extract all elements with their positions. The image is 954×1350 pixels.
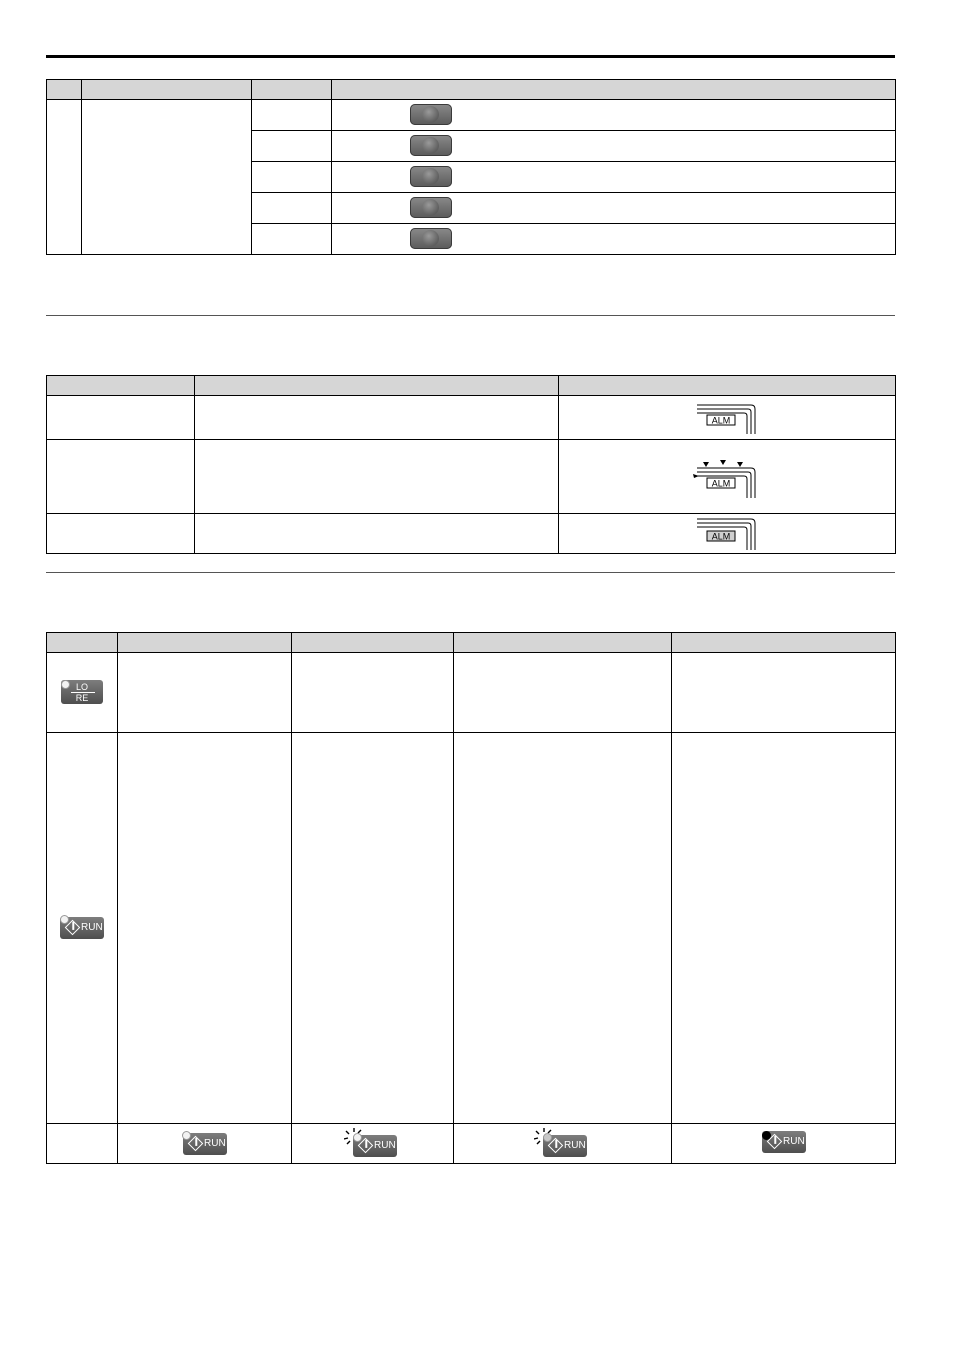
operator-key-icon — [410, 104, 452, 125]
led-lamp-flashing-icon — [543, 1133, 552, 1142]
alm-led-icon — [693, 400, 763, 436]
key-table-cell — [252, 162, 332, 193]
led-table-icon-cell — [47, 653, 118, 733]
operator-key-icon — [410, 135, 452, 156]
lo-re-line1: LO — [75, 682, 88, 692]
key-table-header — [47, 80, 896, 100]
key-table-cell — [252, 224, 332, 255]
key-table-cell — [252, 131, 332, 162]
table-row — [47, 733, 896, 1124]
header-rule — [46, 55, 895, 58]
run-label: RUN — [204, 1138, 226, 1149]
alm-label: ALM — [711, 415, 731, 426]
table-row — [47, 1124, 896, 1164]
led-table-cell — [672, 653, 896, 733]
key-table-name-cell — [82, 100, 252, 255]
alm-table-figure-cell — [559, 396, 896, 440]
led-lamp-icon — [61, 680, 70, 689]
led-lamp-on-icon — [182, 1131, 191, 1140]
led-table-cell — [454, 733, 672, 1124]
table-row — [47, 440, 896, 514]
run-label: RUN — [564, 1140, 586, 1151]
key-table-key-cell — [332, 100, 896, 131]
alm-table-cell — [47, 396, 195, 440]
section-rule — [46, 315, 895, 316]
operator-key-icon — [410, 166, 452, 187]
led-table-cell — [292, 733, 454, 1124]
run-label: RUN — [374, 1140, 396, 1151]
operator-key-icon — [410, 228, 452, 249]
led-table-cell — [47, 1124, 118, 1164]
alm-table-figure-cell — [559, 440, 896, 514]
key-table-cell — [252, 100, 332, 131]
run-label: RUN — [783, 1136, 805, 1147]
key-table — [46, 79, 896, 255]
table-row — [47, 653, 896, 733]
table-row — [47, 100, 896, 131]
led-table-cell — [292, 653, 454, 733]
alm-label: ALM — [711, 531, 731, 542]
alm-table-cell — [47, 514, 195, 554]
led-table-cell — [118, 653, 292, 733]
table-row — [47, 514, 896, 554]
key-table-key-cell — [332, 162, 896, 193]
led-lamp-icon — [60, 915, 69, 924]
led-table-icon-cell — [454, 1124, 672, 1164]
alm-table-figure-cell — [559, 514, 896, 554]
alm-led-off-icon — [693, 516, 763, 552]
led-lamp-flashing-icon — [353, 1133, 362, 1142]
led-table-header — [47, 633, 896, 653]
key-table-index-cell — [47, 100, 82, 255]
led-lamp-off-icon — [762, 1131, 771, 1140]
key-table-key-cell — [332, 224, 896, 255]
alm-label: ALM — [711, 478, 731, 489]
alm-table-header — [47, 376, 896, 396]
led-table-icon-cell — [118, 1124, 292, 1164]
alm-table-cell — [47, 440, 195, 514]
led-table-icon-cell — [672, 1124, 896, 1164]
lo-re-line2: RE — [75, 693, 89, 703]
led-table-cell — [118, 733, 292, 1124]
alm-table-cell — [195, 396, 559, 440]
alm-table-cell — [195, 440, 559, 514]
section-rule — [46, 572, 895, 573]
led-table-cell — [672, 733, 896, 1124]
led-table-icon-cell — [292, 1124, 454, 1164]
alm-led-flashing-icon — [689, 456, 769, 500]
alm-table-cell — [195, 514, 559, 554]
key-table-cell — [252, 193, 332, 224]
run-label: RUN — [81, 922, 103, 933]
table-row — [47, 396, 896, 440]
alm-table — [46, 375, 896, 554]
led-table-cell — [454, 653, 672, 733]
led-table-icon-cell — [47, 733, 118, 1124]
led-table — [46, 632, 896, 1164]
key-table-key-cell — [332, 193, 896, 224]
operator-key-icon — [410, 197, 452, 218]
key-table-key-cell — [332, 131, 896, 162]
